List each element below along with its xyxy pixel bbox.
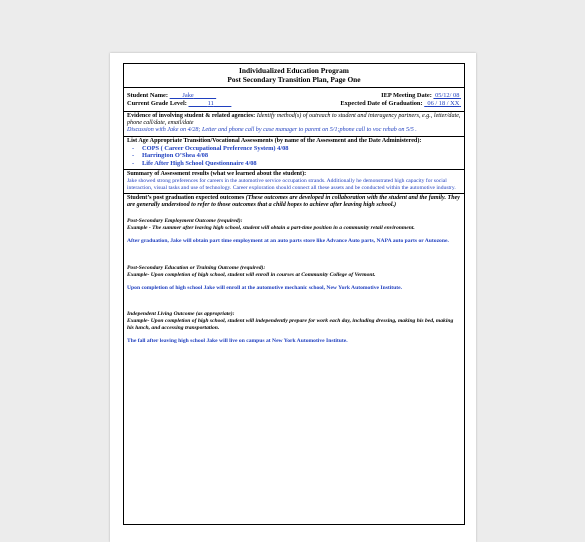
grade-level-label: Current Grade Level: [127,100,187,107]
grade-level-value: 11 [207,100,214,107]
iep-date-label: IEP Meeting Date: [381,92,432,99]
employment-outcome-example: Example - The summer after leaving high school, student will obtain a part-time position in a community retail environment. [127,224,415,231]
living-outcome-response: The fall after leaving high school Jake will live on campus at New York Automotive Institute. [127,338,348,345]
assessments-heading: List Age Appropriate Transition/Vocational Assessments (by name of the Assessment and the Date Administered): [127,137,422,144]
summary-text: Jake showed strong preferences for careers in the automotive service occupation strands. Additionally he demonstrated high capacity for social interaction, visual tasks and use of technology. Career exploration should connect all these assets and be conducted within the automotive industry. [127,177,456,191]
form-title-line1: Individualized Education Program [239,66,349,75]
transition-plan-form [123,63,465,525]
list-item: - Harrington O’Shea 4/08 [142,152,461,160]
iep-date-value: 05/12/ 08 [435,92,460,99]
education-outcome-label: Post-Secondary Education or Training Outcome (required): [127,264,266,271]
document-page [110,53,476,542]
assessments-list [127,145,461,168]
student-name-value: Jake [182,92,194,99]
employment-outcome-response: After graduation, Jake will obtain part time employment at an auto parts store like Advance Auto parts, NAPA auto parts or Autozone. [127,237,449,244]
form-title-line2: Post Secondary Transition Plan, Page One [227,75,361,84]
graduation-date-value: 06 / 18 / XX [427,100,460,107]
summary-section [124,170,464,194]
student-name-field [127,92,216,100]
education-outcome-example: Example- Upon completion of high school, student will enroll in courses at Community College of Vermont. [127,271,376,278]
outcomes-section [124,194,464,346]
grade-level-field [127,100,231,108]
student-info-section [124,88,464,112]
form-title [124,64,464,88]
employment-outcome-label: Post-Secondary Employment Outcome (required): [127,218,243,225]
summary-heading: Summary of Assessment results (what we learned about the student): [127,170,307,177]
outcomes-heading: Student’s post graduation expected outcomes [127,194,245,201]
student-name-label: Student Name: [127,92,169,99]
graduation-date-field [340,100,461,108]
education-outcome-response: Upon completion of high school Jake will enroll at the automotive mechanic school, New York Automotive Institute. [127,284,403,291]
evidence-response: Discussion with Jake on 4/28; Letter and phone call by case manager to parent on 5/1;phone call to voc rehab on 5/5 . [127,127,417,134]
outcomes-heading-note: (These outcomes are developed in collaboration with the student and the family. They are generally understood to refer to those outcomes that a child hopes to achieve after leaving high school.) [127,194,461,208]
living-outcome-example: Example- Upon completion of high school, student will independently prepare for work each day, including dressing, making his bed, making his lunch, and accessing transportation. [127,318,454,332]
graduation-date-label: Expected Date of Graduation: [340,100,423,107]
assessments-section [124,137,464,170]
evidence-instruction: Identify method(s) of outreach to student and interagency partners, e.g., letter/date, phone call/date, email/date [127,113,461,127]
evidence-section [124,112,464,137]
list-item: - Life After High School Questionnaire 4/08 [142,160,461,168]
iep-date-field [381,92,461,100]
list-item: - COPS ( Career Occupational Preference System) 4/08 [142,145,461,153]
living-outcome-label: Independent Living Outcome (as appropriate): [127,311,235,318]
evidence-heading: Evidence of involving student & related agencies: [127,113,256,119]
